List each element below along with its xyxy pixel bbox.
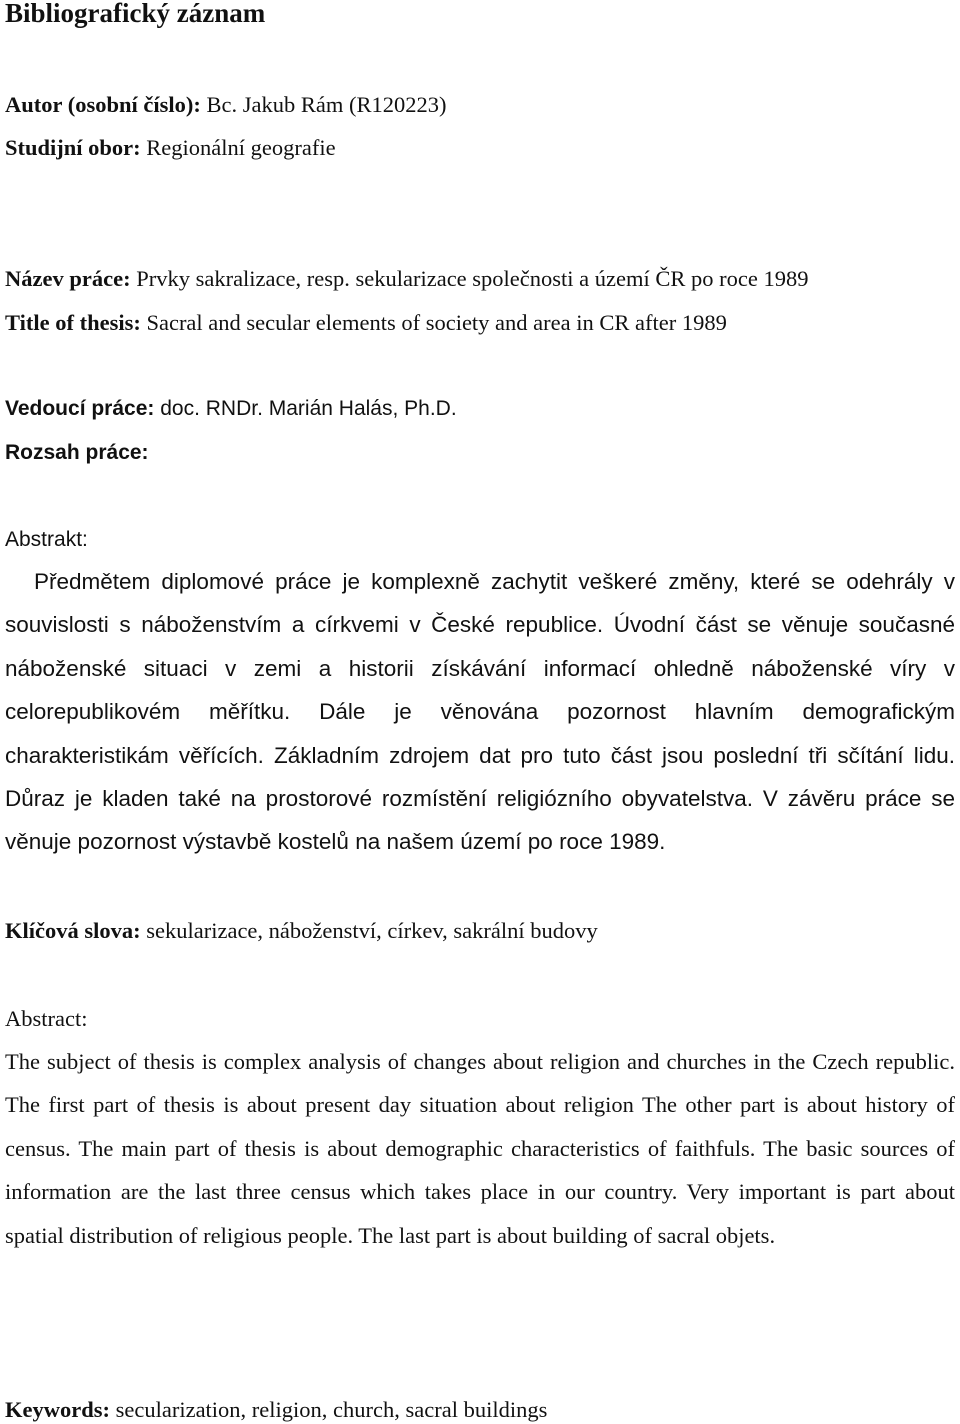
supervisor-value: doc. RNDr. Marián Halás, Ph.D. — [154, 397, 457, 420]
abstract-cz-text: Předmětem diplomové práce je komplexně zachytit veškeré změny, které se odehrály v souvislosti s náboženstvím a církvemi v České republice. Úvodní část se věnuje současné náboženské situaci v zemi a historii získávání informací ohledně náboženské víry v celorepublikovém měřítku. Dále je věnována pozornost hlavním demografickým charakteristikám věřících. Základním zdrojem dat pro tuto část jsou poslední tři sčítání lidu. Důraz je kladen také na prostorové rozmístění religiózního obyvatelstva. V závěru práce se věnuje pozornost výstavbě kostelů na našem území po roce 1989. — [5, 569, 955, 855]
keywords-cz-value: sekularizace, náboženství, církev, sakrální budovy — [140, 918, 598, 943]
field-line — [5, 137, 336, 160]
title-cz-value: Prvky sakralizace, resp. sekularizace společnosti a území ČR po roce 1989 — [130, 266, 809, 291]
field-label: Studijní obor: — [5, 135, 141, 160]
supervisor-line — [5, 398, 457, 419]
bibliographic-record — [5, 0, 955, 1424]
abstract-en-text: The subject of thesis is complex analysis of changes about religion and churches in the Czech republic. The first part of thesis is about present day situation about religion The other part is about history of census. The main part of thesis is about demographic characteristics of faithfuls. The basic sources of information are the last three census which takes place in our country. Very important is part about spatial distribution of religious people. The last part is about building of sacral objets. — [5, 1049, 955, 1248]
extent-line — [5, 442, 149, 463]
author-line — [5, 94, 446, 117]
page-title: Bibliografický záznam — [5, 0, 266, 28]
keywords-en-value: secularization, religion, church, sacral buildings — [110, 1397, 548, 1422]
title-en-line — [5, 312, 727, 335]
author-label: Autor (osobní číslo): — [5, 92, 201, 117]
keywords-cz-line — [5, 920, 598, 943]
abstract-en-label: Abstract: — [5, 1006, 88, 1031]
abstract-cz-label: Abstrakt: — [5, 528, 88, 551]
field-value: Regionální geografie — [140, 135, 336, 160]
extent-label: Rozsah práce: — [5, 441, 149, 464]
title-cz-label: Název práce: — [5, 266, 131, 291]
title-en-label: Title of thesis: — [5, 310, 141, 335]
keywords-en-line — [5, 1399, 547, 1422]
title-cz-line — [5, 268, 808, 291]
author-value: Bc. Jakub Rám (R120223) — [200, 92, 447, 117]
keywords-en-label: Keywords: — [5, 1397, 110, 1422]
supervisor-label: Vedoucí práce: — [5, 397, 155, 420]
keywords-cz-label: Klíčová slova: — [5, 918, 141, 943]
title-en-value: Sacral and secular elements of society and area in CR after 1989 — [140, 310, 727, 335]
